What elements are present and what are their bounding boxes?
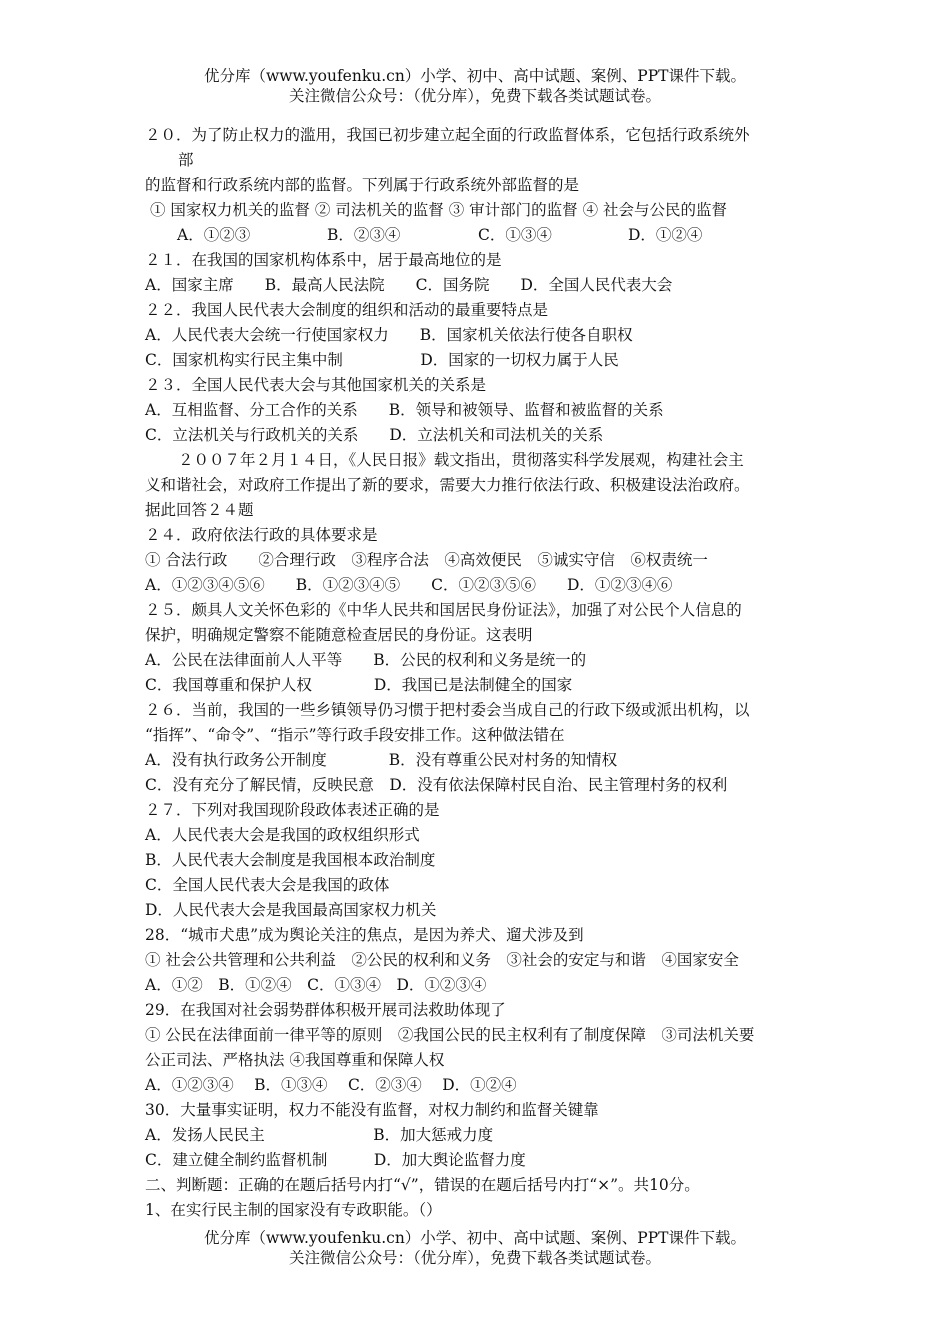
q25-stem-2: 保护，明确规定警察不能随意检查居民的身份证。这表明: [145, 626, 533, 644]
q24-items: ① 合法行政 ②合理行政 ③程序合法 ④高效便民 ⑤诚实守信 ⑥权责统一: [145, 551, 708, 569]
q20-option-a: A．①②③: [177, 226, 251, 244]
q21-stem: ２１．在我国的国家机构体系中，居于最高地位的是: [145, 251, 502, 269]
q29-stem: 29．在我国对社会弱势群体积极开展司法救助体现了: [145, 1001, 506, 1019]
q20-stem-1: ２０．为了防止权力的滥用，我国已初步建立起全面的行政监督体系，它包括行政系统外: [145, 126, 750, 144]
q29-items-1: ① 公民在法律面前一律平等的原则 ②我国公民的民主权利有了制度保障 ③司法机关要: [145, 1026, 755, 1044]
material-line-1: ２００７年２月１４日，《人民日报》载文指出，贯彻落实科学发展观，构建社会主: [178, 451, 744, 469]
q30-options-cd: C．建立健全制约监督机制 D．加大舆论监督力度: [145, 1151, 526, 1169]
q27-stem: ２７．下列对我国现阶段政体表述正确的是: [145, 801, 440, 819]
q20-option-d: D．①②④: [628, 226, 703, 244]
q28-stem: 28．“城市犬患”成为舆论关注的焦点，是因为养犬、遛犬涉及到: [145, 926, 584, 944]
q25-stem-1: ２５．颇具人文关怀色彩的《中华人民共和国居民身份证法》，加强了对公民个人信息的: [145, 601, 742, 619]
q27-option-b: B．人民代表大会制度是我国根本政治制度: [145, 851, 436, 869]
judge-q1: 1、在实行民主制的国家没有专政职能。（）: [145, 1201, 442, 1219]
q28-options: A．①② B．①②④ C．①③④ D．①②③④: [145, 976, 487, 994]
q22-options-ab: A．人民代表大会统一行使国家权力 B．国家机关依法行使各自职权: [145, 326, 633, 344]
q26-options-ab: A．没有执行政务公开制度 B．没有尊重公民对村务的知情权: [145, 751, 618, 769]
q26-options-cd: C．没有充分了解民情，反映民意 D．没有依法保障村民自治、民主管理村务的权利: [145, 776, 728, 794]
q26-stem-1: ２６．当前，我国的一些乡镇领导仍习惯于把村委会当成自己的行政下级或派出机构，以: [145, 701, 750, 719]
page-footer: [0, 1228, 950, 1268]
q25-options-ab: A．公民在法律面前人人平等 B．公民的权利和义务是统一的: [145, 651, 587, 669]
q29-items-2: 公正司法、严格执法 ④我国尊重和保障人权: [145, 1051, 445, 1069]
q27-option-a: A．人民代表大会是我国的政权组织形式: [145, 826, 420, 844]
q22-options-cd: C．国家机构实行民主集中制 D．国家的一切权力属于人民: [145, 351, 619, 369]
header-line-2: 关注微信公众号：（优分库），免费下载各类试题试卷。: [288, 87, 661, 105]
q23-options-ab: A．互相监督、分工合作的关系 B．领导和被领导、监督和被监督的关系: [145, 401, 664, 419]
q27-option-c: C．全国人民代表大会是我国的政体: [145, 876, 390, 894]
q20-stem-2: 部: [178, 151, 194, 169]
q30-options-ab: A．发扬人民民主 B．加大惩戒力度: [145, 1126, 494, 1144]
q23-stem: ２３．全国人民代表大会与其他国家机关的关系是: [145, 376, 487, 394]
material-line-3: 据此回答２４题: [145, 501, 254, 519]
header-line-1: 优分库（www.youfenku.cn）小学、初中、高中试题、案例、PPT课件下载。: [203, 67, 747, 85]
q20-stem-3: 的监督和行政系统内部的监督。下列属于行政系统外部监督的是: [145, 176, 580, 194]
q22-stem: ２２．我国人民代表大会制度的组织和活动的最重要特点是: [145, 301, 549, 319]
q24-options: A．①②③④⑤⑥ B．①②③④⑤ C．①②③⑤⑥ D．①②③④⑥: [145, 576, 673, 594]
footer-line-2: 关注微信公众号：（优分库），免费下载各类试题试卷。: [288, 1249, 661, 1267]
material-line-2: 义和谐社会，对政府工作提出了新的要求，需要大力推行依法行政、积极建设法治政府。: [145, 476, 750, 494]
q23-options-cd: C．立法机关与行政机关的关系 D．立法机关和司法机关的关系: [145, 426, 604, 444]
q28-items: ① 社会公共管理和公共利益 ②公民的权利和义务 ③社会的安定与和谐 ④国家安全: [145, 951, 739, 969]
q29-options: A．①②③④ B．①③④ C．②③④ D．①②④: [145, 1076, 517, 1094]
q26-stem-2: “指挥”、“命令”、“指示”等行政手段安排工作。这种做法错在: [145, 726, 565, 744]
q27-option-d: D．人民代表大会是我国最高国家权力机关: [145, 901, 437, 919]
q24-stem: ２４．政府依法行政的具体要求是: [145, 526, 378, 544]
q20-option-c: C．①③④: [478, 226, 552, 244]
q25-options-cd: C．我国尊重和保护人权 D．我国已是法制健全的国家: [145, 676, 573, 694]
q21-options: A．国家主席 B．最高人民法院 C．国务院 D．全国人民代表大会: [145, 276, 673, 294]
q20-option-b: B．②③④: [327, 226, 401, 244]
footer-line-1: 优分库（www.youfenku.cn）小学、初中、高中试题、案例、PPT课件下载。: [203, 1229, 747, 1247]
q20-items: ① 国家权力机关的监督 ② 司法机关的监督 ③ 审计部门的监督 ④ 社会与公民的监督: [150, 201, 727, 219]
q30-stem: 30．大量事实证明，权力不能没有监督，对权力制约和监督关键靠: [145, 1101, 599, 1119]
page-header: [0, 66, 950, 106]
section-2-heading: 二、判断题：正确的在题后括号内打“√”，错误的在题后括号内打“×”。共10分。: [145, 1176, 700, 1194]
